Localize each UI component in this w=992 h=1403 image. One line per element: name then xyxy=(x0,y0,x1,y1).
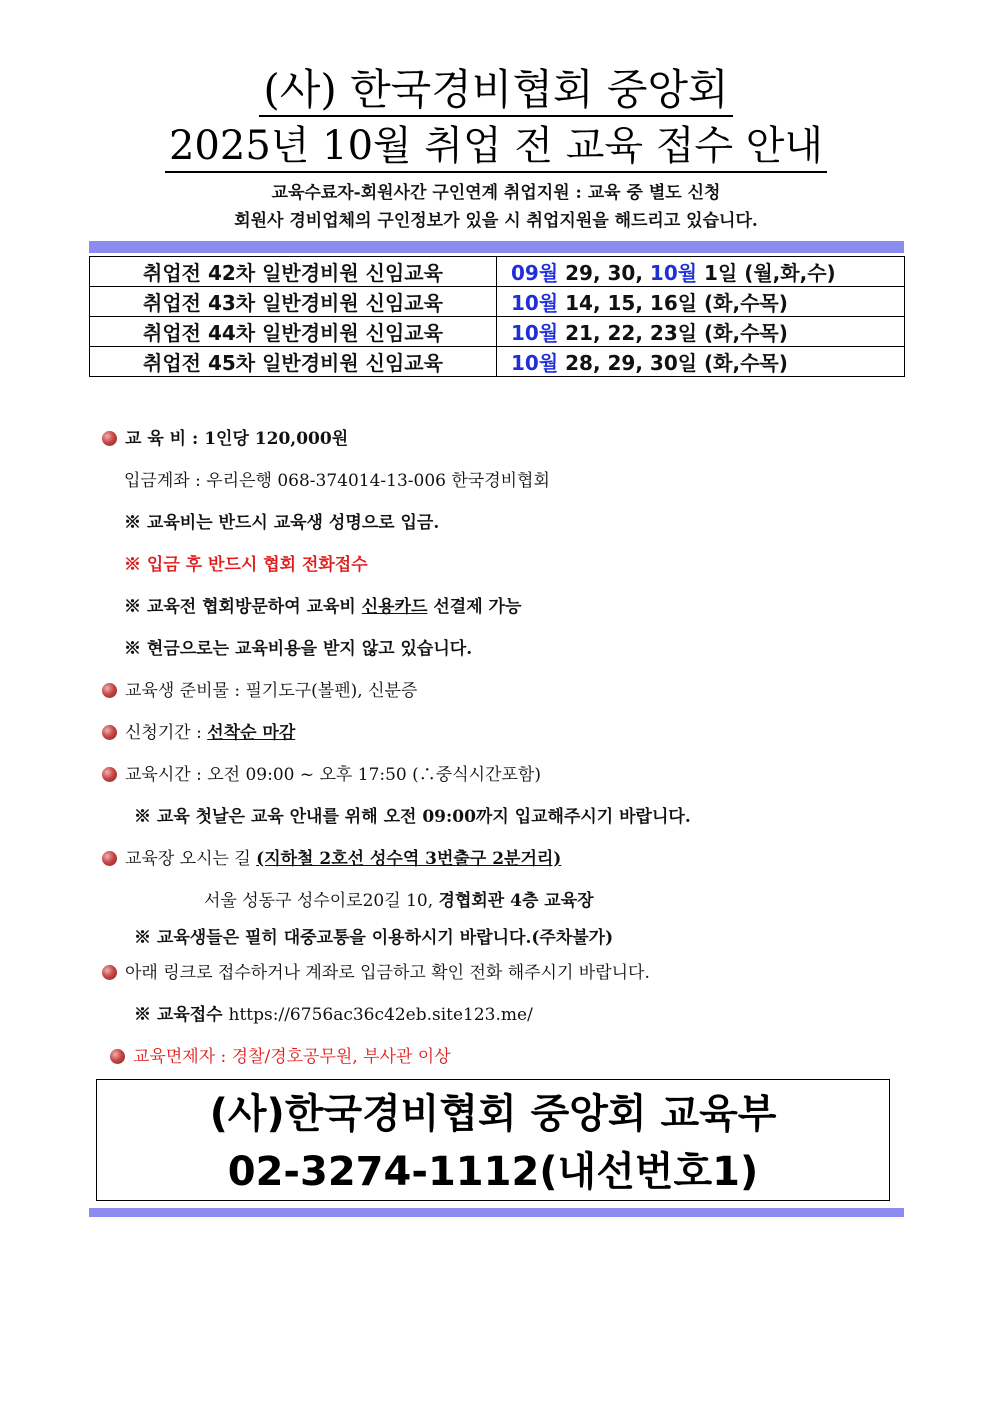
bullet-icon xyxy=(102,725,117,740)
exemption-line xyxy=(110,1042,451,1067)
account-line: 입금계좌 : 우리은행 068-374014-13-006 한국경비협회 xyxy=(124,471,550,491)
date-days: 1일 (월,화,수) xyxy=(697,261,836,285)
route-label: 교육장 오시는 길 xyxy=(125,849,257,869)
date-days: 14, 15, 16일 (화,수목) xyxy=(558,291,788,315)
bullet-icon xyxy=(102,767,117,782)
note-cash: ※ 현금으로는 교육비용을 받지 않고 있습니다. xyxy=(124,639,473,659)
address-venue: 경협회관 4층 교육장 xyxy=(438,891,594,911)
fee-text: 교 육 비 : 1인당 120,000원 xyxy=(125,429,349,449)
fee-line xyxy=(102,424,348,449)
course-name: 취업전 44차 일반경비원 신임교육 xyxy=(90,317,497,347)
note-card xyxy=(124,592,521,617)
supplies-text: 교육생 준비물 : 필기도구(볼펜), 신분증 xyxy=(125,681,418,701)
title-line2 xyxy=(0,118,992,174)
supplies-line xyxy=(102,676,417,701)
time-text: 교육시간 : 오전 09:00 ~ 오후 17:50 (∴중식시간포함) xyxy=(125,765,541,785)
note-name: ※ 교육비는 반드시 교육생 성명으로 입금. xyxy=(124,513,440,533)
route-line xyxy=(102,844,561,869)
schedule-row xyxy=(90,317,905,347)
period-line xyxy=(102,718,295,743)
date-month: 10월 xyxy=(511,321,559,345)
date-days: 28, 29, 30일 (화,수목) xyxy=(558,351,788,375)
course-name: 취업전 42차 일반경비원 신임교육 xyxy=(90,257,497,287)
exemption-text: 교육면제자 : 경찰/경호공무원, 부사관 이상 xyxy=(133,1047,451,1067)
date-month: 09월 xyxy=(511,261,559,285)
date-month: 10월 xyxy=(511,291,559,315)
link-notice-line xyxy=(102,958,650,983)
schedule-table xyxy=(89,256,905,377)
accent-bar-top xyxy=(89,241,904,253)
contact-box xyxy=(96,1079,890,1201)
course-name: 취업전 43차 일반경비원 신임교육 xyxy=(90,287,497,317)
register-label: ※ 교육접수 xyxy=(134,1005,229,1025)
course-dates xyxy=(497,287,905,317)
bullet-icon xyxy=(102,965,117,980)
title-line2-text: 2025년 10월 취업 전 교육 접수 안내 xyxy=(165,121,827,173)
date-days: 21, 22, 23일 (화,수목) xyxy=(558,321,788,345)
subtitle-line1: 교육수료자-회원사간 구인연계 취업지원 : 교육 중 별도 신청 xyxy=(271,183,721,203)
register-link[interactable]: https://6756ac36c42eb.site123.me/ xyxy=(228,1005,533,1025)
course-dates xyxy=(497,347,905,377)
address-text: 서울 성동구 성수이로20길 10, xyxy=(204,891,439,911)
note-card-text: ※ 교육전 협회방문하여 교육비 xyxy=(124,597,362,617)
title-line1 xyxy=(0,62,992,118)
route-value: (지하철 2호선 성수역 3번출구 2분거리) xyxy=(256,849,562,869)
schedule-row xyxy=(90,257,905,287)
contact-org: (사)한국경비협회 중앙회 교육부 xyxy=(209,1091,777,1137)
schedule-row xyxy=(90,287,905,317)
period-value: 선착순 마감 xyxy=(207,723,296,743)
subtitle-line2: 회원사 경비업체의 구인정보가 있을 시 취업지원을 해드리고 있습니다. xyxy=(234,211,758,231)
bullet-icon xyxy=(102,851,117,866)
contact-phone: 02-3274-1112(내선번호1) xyxy=(227,1149,759,1195)
note-card-text: 선결제 가능 xyxy=(427,597,522,617)
link-notice-text: 아래 링크로 접수하거나 계좌로 입금하고 확인 전화 해주시기 바랍니다. xyxy=(125,963,650,983)
credit-card-text: 신용카드 xyxy=(361,597,428,617)
note-first-day: ※ 교육 첫날은 교육 안내를 위해 오전 09:00까지 입교해주시기 바랍니다. xyxy=(134,807,691,827)
course-dates xyxy=(497,257,905,287)
date-month: 10월 xyxy=(649,261,698,285)
note-call: ※ 입금 후 반드시 협회 전화접수 xyxy=(124,555,368,575)
course-dates xyxy=(497,317,905,347)
date-days: 29, 30, xyxy=(558,261,650,285)
period-label: 신청기간 : xyxy=(125,723,208,743)
time-line xyxy=(102,760,541,785)
register-line xyxy=(134,1000,533,1025)
address-line xyxy=(204,886,594,911)
bullet-icon xyxy=(102,683,117,698)
bullet-icon xyxy=(102,431,117,446)
course-name: 취업전 45차 일반경비원 신임교육 xyxy=(90,347,497,377)
schedule-row xyxy=(90,347,905,377)
bullet-icon xyxy=(110,1049,125,1064)
date-month: 10월 xyxy=(511,351,559,375)
note-transit: ※ 교육생들은 필히 대중교통을 이용하시기 바랍니다.(주차불가) xyxy=(134,928,614,948)
title-line1-text: (사) 한국경비협회 중앙회 xyxy=(259,65,732,117)
accent-bar-bottom xyxy=(89,1208,904,1217)
